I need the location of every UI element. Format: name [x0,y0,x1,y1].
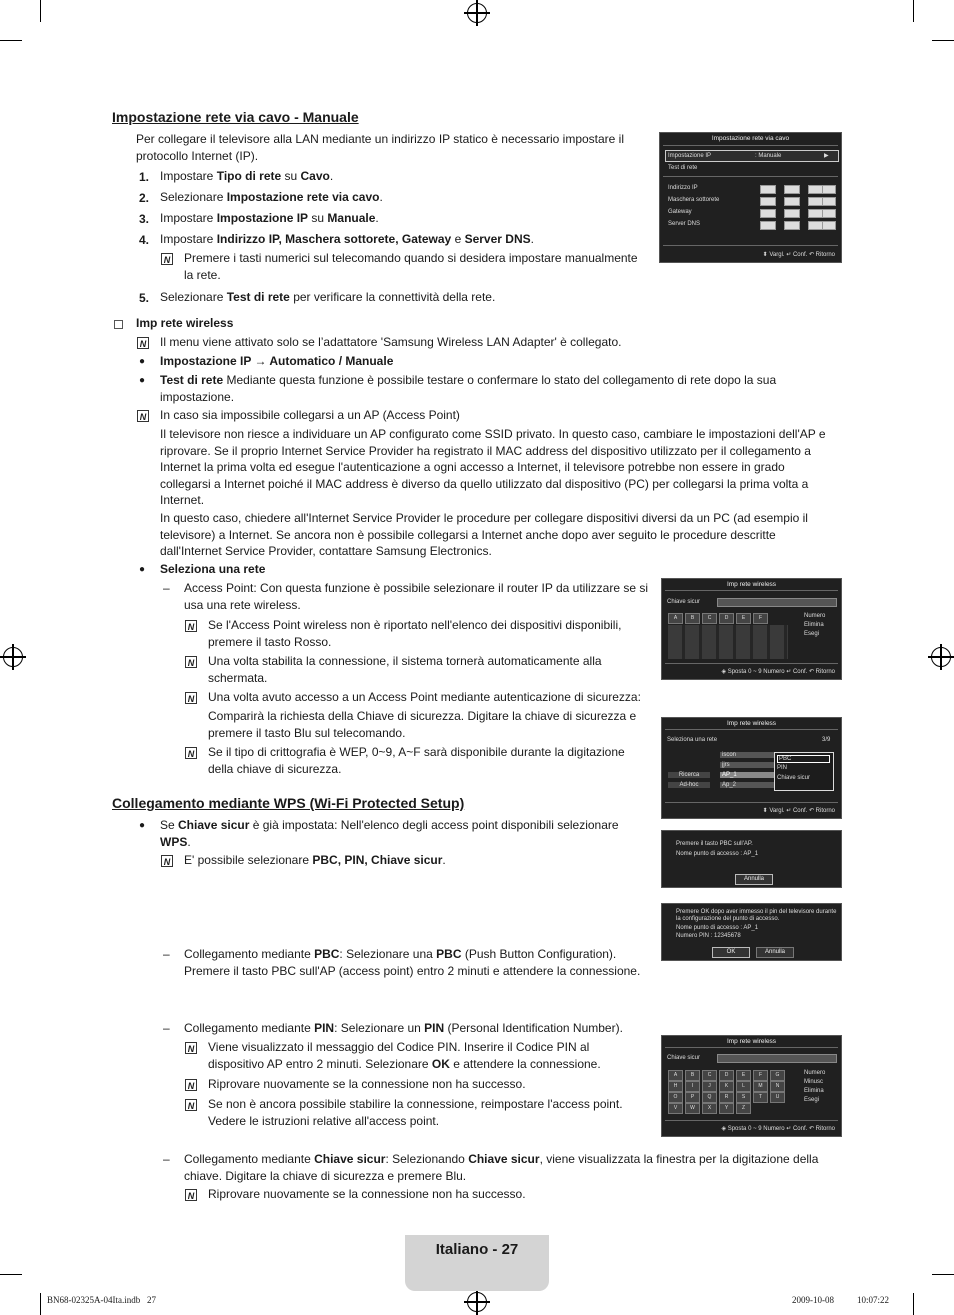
tv-label: Premere il tasto PBC sull'AP. [676,841,753,847]
key-button[interactable]: B [685,1070,700,1081]
security-key-input[interactable] [717,1054,837,1063]
ap-note-c2: Comparirà la richiesta della Chiave di sicurezza. Digitare la chiave di sicurezza e premere il tasto Blu sul telecomando. [208,709,637,740]
print-slug-file: BN68-02325A-04Ita.indb 27 [47,1295,156,1305]
pbc-text: Collegamento mediante PBC: Selezionare una PBC (Push Button Configuration). Premere il tasto PBC sull'AP (access point) entro 2 minuti e attendere la connessione. [184,947,641,978]
key-button[interactable]: N [770,1081,785,1092]
key-button[interactable]: T [753,1092,768,1103]
tv-footer: ◈ Sposta 0 ~ 9 Numero ↵ Conf. ↶ Ritorno [721,1126,835,1132]
registration-mark-top [467,3,487,23]
note-icon: N [185,1099,197,1111]
pin-note-3: Se non è ancora possibile stabilire la connessione, reimpostare l'access point. Vedere le istruzioni relative all'access point. [208,1097,623,1128]
key-button[interactable]: K [719,1081,734,1092]
wireless-paragraph-2: In questo caso, chiedere all'Internet Service Provider le procedure per collegare dispositivi diversi da un PC (ad esempio il televisore) a Internet. Se ancora non è possibile collegarsi a Internet anche dopo aver seguito le procedure descritte dall'Internet Service Provider, contattare Samsung Electronics. [160,511,808,558]
chevron-right-icon: ▶ [824,153,829,159]
step-number: 2. [139,191,150,205]
wireless-note-2: In caso sia impossibile collegarsi a un AP (Access Point) [160,408,460,422]
key-button[interactable]: F [753,1070,768,1081]
key-button[interactable]: E [736,1070,751,1081]
key-button[interactable]: B [685,613,700,624]
popup-item-pbc[interactable]: PBC [777,755,830,763]
tv-label: Nome punto di accesso : AP_1 [676,851,759,857]
tv-page: 3/9 [822,737,831,743]
note-icon: N [185,1079,197,1091]
tv-label: Test di rete [668,165,698,171]
tv-label: Esegi [804,631,820,637]
security-key-note: Riprovare nuovamente se la connessione non ha successo. [208,1187,526,1201]
note-icon: N [185,1189,197,1201]
key-button[interactable]: A [668,613,683,624]
ok-button[interactable]: OK [712,947,750,958]
tv-label: Seleziona una rete [667,737,718,743]
adhoc-button[interactable]: Ad-hoc [668,782,710,788]
popup-item-pin[interactable]: PIN [777,765,788,771]
key-button[interactable]: A [668,1070,683,1081]
tv-label: Chiave sicur [667,1055,701,1061]
wps-bullet: Se Chiave sicur è già impostata: Nell'elenco degli access point disponibili selezionare WPS. [160,818,619,849]
step-3: Impostare Impostazione IP su Manuale. [160,211,379,225]
bullet-icon: ● [139,356,146,367]
note-icon: N [185,692,197,704]
step-5: Selezionare Test di rete per verificare la connettività della rete. [160,290,496,304]
tv-title: Imp rete wireless [726,720,777,727]
pin-note-2: Riprovare nuovamente se la connessione non ha successo. [208,1077,526,1091]
key-button[interactable]: M [753,1081,768,1092]
tv-footer: ◈ Sposta 0 ~ 9 Numero ↵ Conf. ↶ Ritorno [721,669,835,675]
key-button[interactable]: Y [719,1103,734,1114]
key-button[interactable]: I [685,1081,700,1092]
tv-dialog-pin [661,903,842,961]
tv-label: Chiave sicur [667,599,701,605]
intro-text: Per collegare il televisore alla LAN mediante un indirizzo IP statico è necessario impostare il protocollo Internet (IP). [136,132,625,163]
square-bullet-icon [114,320,123,329]
note-icon: N [185,1042,197,1054]
step-number: 1. [139,170,150,184]
tv-label: Esegi [804,1097,820,1103]
key-button[interactable]: L [736,1081,751,1092]
wireless-note-1: Il menu viene attivato solo se l’adattatore 'Samsung Wireless LAN Adapter' è collegato. [160,335,622,349]
tv-dialog-pbc [661,830,842,888]
tv-label: Indirizzo IP [668,185,698,191]
tv-screen-security-key-hex [661,578,842,680]
step-2: Selezionare Impostazione rete via cavo. [160,190,383,204]
tv-screen-wired-setup [659,132,842,263]
ap-note-a: Se l'Access Point wireless non è riportato nell'elenco dei dispositivi disponibili, premere il tasto Rosso. [208,618,622,649]
tv-label: Impostazione IP [668,153,712,159]
tv-footer: ⬍ Vargl. ↵ Conf. ↶ Ritorno [762,808,835,814]
tv-label: Numero [804,613,826,619]
network-item[interactable]: iscon [720,752,776,758]
key-button[interactable]: C [702,1070,717,1081]
key-button[interactable]: F [753,613,768,624]
dash-icon: – [163,581,170,595]
key-button[interactable]: G [770,1070,785,1081]
key-button[interactable]: X [702,1103,717,1114]
print-slug-date: 2009-10-08 􀀀􀀀 10:07:22 [792,1295,889,1305]
pin-text: Collegamento mediante PIN: Selezionare un PIN (Personal Identification Number). [184,1021,623,1035]
note-icon: N [161,855,173,867]
tv-title: Imp rete wireless [726,581,777,588]
tv-label: Elimina [804,1088,824,1094]
note-icon: N [137,410,149,422]
dash-icon: – [163,1021,170,1035]
step-number: 4. [139,233,150,247]
ap-note-d: Se il tipo di crittografia è WEP, 0~9, A~F sarà disponibile durante la digitazione della chiave di sicurezza. [208,745,625,776]
tv-screen-select-network [661,717,842,819]
key-button[interactable]: O [668,1092,683,1103]
tv-label: Elimina [804,622,824,628]
tv-title: Imp rete wireless [726,1038,777,1045]
key-button[interactable]: U [770,1092,785,1103]
access-point-text: Access Point: Con questa funzione è possibile selezionare il router IP da utilizzare se si usa una rete wireless. [184,581,649,612]
bullet-icon: ● [139,375,146,386]
registration-mark-bottom [467,1292,487,1312]
tv-footer: ⬍ Vargl. ↵ Conf. ↶ Ritorno [762,252,835,258]
tv-title: Impostazione rete via cavo [711,135,790,142]
pin-note-1: Viene visualizzato il messaggio del Codice PIN. Inserire il Codice PIN al dispositivo AP entro 2 minuti. Selezionare OK e attendere la connessione. [208,1040,601,1071]
tv-screen-security-key-full [661,1035,842,1137]
note-icon: N [137,337,149,349]
key-button[interactable]: E [736,613,751,624]
cancel-button[interactable]: Annulla [756,947,794,958]
key-button[interactable]: Q [702,1092,717,1103]
key-button[interactable]: W [685,1103,700,1114]
tv-label: Server DNS [668,221,701,227]
step-4: Impostare Indirizzo IP, Maschera sottorete, Gateway e Server DNS. [160,232,534,246]
tv-label: Numero PIN : 12345678 [676,933,741,939]
network-item[interactable]: jjrs [720,762,776,768]
section-title-wps: Collegamento mediante WPS (Wi-Fi Protected Setup) [112,795,465,811]
search-button[interactable]: Ricerca [668,772,710,778]
note-icon: N [185,747,197,759]
key-button[interactable]: P [685,1092,700,1103]
tv-label: Numero [804,1070,826,1076]
key-button[interactable]: R [719,1092,734,1103]
network-item[interactable]: AP_1 [720,772,776,778]
key-button[interactable]: Z [736,1103,751,1114]
registration-mark-right [931,647,951,667]
step-number: 5. [139,291,150,305]
dash-icon: – [163,1152,170,1166]
ap-note-b: Una volta stabilita la connessione, il sistema tornerà automaticamente alla schermata. [208,654,602,685]
dash-icon: – [163,947,170,961]
key-button[interactable]: D [719,613,734,624]
security-key-input[interactable] [717,598,837,607]
tv-label: Nome punto di accesso : AP_1 [676,925,759,931]
cancel-button[interactable]: Annulla [735,874,773,885]
section-title-wired-manual: Impostazione rete via cavo - Manuale [112,109,359,125]
bullet-ip-setting: Impostazione IP → Automatico / Manuale [160,354,394,368]
key-button[interactable]: D [719,1070,734,1081]
note-icon: N [185,620,197,632]
bullet-icon: ● [139,820,146,831]
bullet-network-test: Test di rete Mediante questa funzione è possibile testare o confermare lo stato del collegamento di rete dopo la sua impostazione. [160,373,777,404]
tv-value: : Manuale [755,153,782,159]
wps-note: E' possibile selezionare PBC, PIN, Chiave sicur. [184,853,446,867]
note-icon: N [161,253,173,265]
step-1: Impostare Tipo di rete su Cavo. [160,169,334,183]
wireless-heading: Imp rete wireless [136,316,234,330]
key-button[interactable]: J [702,1081,717,1092]
key-button[interactable]: H [668,1081,683,1092]
key-button[interactable]: S [736,1092,751,1103]
key-button[interactable]: C [702,613,717,624]
step-number: 3. [139,212,150,226]
note-step-4: Premere i tasti numerici sul telecomando quando si desidera impostare manualmente la rete. [184,251,638,282]
bullet-icon: ● [139,564,146,575]
tv-label: Maschera sottorete [668,197,720,203]
security-key-text: Collegamento mediante Chiave sicur: Selezionando Chiave sicur, viene visualizzata la finestra per la digitazione della chiave. Digitare la chiave di sicurezza e premere Blu. [184,1152,819,1183]
key-button[interactable]: V [668,1103,683,1114]
tv-label: Gateway [668,209,692,215]
popup-item-key[interactable]: Chiave sicur [777,775,811,781]
registration-mark-left [3,647,23,667]
network-item[interactable]: Ap_2 [720,782,776,788]
tv-label: Minusc [804,1079,824,1085]
wireless-paragraph-1: Il televisore non riesce a individuare un AP configurato come SSID privato. In questo caso, cambiare le impostazioni dell'AP e riprovare. Se il proprio Internet Service Provider ha registrato il MAC address del dispositivo utilizzato per il collegamento a Internet la prima volta ed esegue l'autenticazione a ogni accesso a Internet, il televisore potrebbe non essere in grado collegarsi a Internet poiché il MAC address è diverso da quello utilizzato dal dispositivo (PC) per collegarsi la prima volta a Internet. [160,427,826,507]
ap-note-c: Una volta avuto accesso a un Access Point mediante autenticazione di sicurezza: [208,690,641,704]
page-number: Italiano - 27 [435,1241,519,1258]
tv-label: Premere OK dopo aver immesso il pin del televisore durante la configurazione del punto di accesso. [676,909,837,922]
note-icon: N [185,656,197,668]
bullet-select-network: Seleziona una rete [160,562,266,576]
